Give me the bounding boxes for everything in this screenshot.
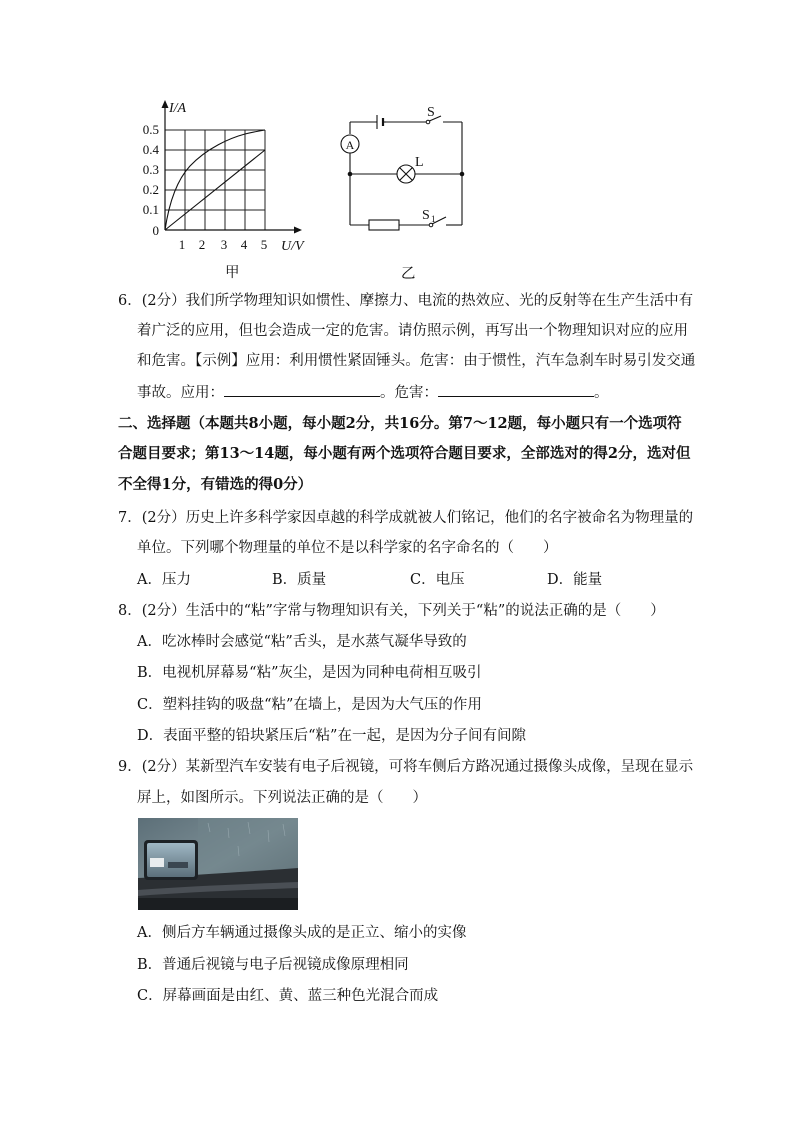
y-tick: 0.4 [142,142,159,157]
q7-option-d[interactable]: D．能量 [547,572,603,588]
q6-line-1: 6．(2分）我们所学物理知识如惯性、摩擦力、电流的热效应、光的反射等在生产生活中有 [118,293,694,309]
q7-option-b[interactable]: B．质量 [272,572,327,588]
q8-option-a[interactable]: A．吃冰棒时会感觉“粘”舌头，是水蒸气凝华导致的 [137,634,467,650]
q7-line-2: 单位。下列哪个物理量的单位不是以科学家的名字命名的（ ） [137,540,558,556]
x-tick: 2 [198,237,206,252]
switch-s-label: S [427,105,435,120]
q6-line-3: 和危害。【示例】应用：利用惯性紧固锤头。危害：由于惯性，汽车急刹车时易引发交通 [137,353,696,369]
section2-line-1: 二、选择题（本题共8小题，每小题2分，共16分。第7～12题，每小题只有一个选项符 [118,415,682,432]
q6-hazard-blank[interactable] [438,382,594,397]
y-axis-label: I/A [169,101,187,116]
section2-line-3: 不全得1分，有错选的得0分） [118,476,313,493]
q6-line-4 [137,382,609,403]
q9-option-a[interactable]: A．侧后方车辆通过摄像头成的是正立、缩小的实像 [137,925,467,941]
curve-nonlinear [165,130,265,230]
y-tick: 0.2 [142,182,159,197]
q8-option-c[interactable]: C．塑料挂钩的吸盘“粘”在墙上，是因为大气压的作用 [137,697,482,713]
q9-option-b[interactable]: B．普通后视镜与电子后视镜成像原理相同 [137,957,409,973]
q7-line-1: 7．(2分）历史上许多科学家因卓越的科学成就被人们铭记，他们的名字被命名为物理量的 [118,510,694,526]
q9-line-1: 9．(2分）某新型汽车安装有电子后视镜，可将车侧后方路况通过摄像头成像，呈现在显示 [118,759,694,775]
x-axis-label: U/V [281,239,304,253]
circuit-diagram [335,100,475,235]
iu-graph-figure [135,98,320,253]
electronic-mirror-photo [138,818,298,910]
y-tick: 0.5 [142,122,159,137]
switch-s1-label: S [422,208,430,223]
section2-line-2: 合题目要求；第13～14题，每小题有两个选项符合题目要求，全部选对的得2分，选对但 [118,445,691,462]
figure-jia-caption: 甲 [225,265,240,281]
q8-option-b[interactable]: B．电视机屏幕易“粘”灰尘，是因为同种电荷相互吸引 [137,665,482,681]
y-tick: 0.3 [142,162,159,177]
switch-s1-subscript: 1 [431,214,436,224]
ammeter-label: A [345,138,355,152]
x-tick: 1 [178,237,186,252]
q6-application-blank[interactable] [224,382,380,397]
figure-yi-caption: 乙 [401,266,416,282]
q9-line-2: 屏上，如图所示。下列说法正确的是（ ） [137,790,427,806]
q6-prefix: 事故。应用： [137,385,224,401]
x-tick: 5 [260,237,268,252]
y-tick: 0 [152,223,159,238]
lamp-label: L [415,155,424,170]
y-tick: 0.1 [142,202,159,217]
q8-option-d[interactable]: D．表面平整的铅块紧压后“粘”在一起，是因为分子间有间隙 [137,728,526,744]
q9-option-c[interactable]: C．屏幕画面是由红、黄、蓝三种色光混合而成 [137,988,439,1004]
q6-mid: 。危害： [380,385,438,401]
q7-option-a[interactable]: A．压力 [137,572,191,588]
q6-line-2: 着广泛的应用，但也会造成一定的危害。请仿照示例，再写出一个物理知识对应的应用 [137,323,688,339]
q7-option-c[interactable]: C．电压 [410,572,465,588]
q6-end: 。 [594,385,609,401]
q8-stem: 8．(2分）生活中的“粘”字常与物理知识有关，下列关于“粘”的说法正确的是（ ） [118,603,665,619]
x-tick: 3 [220,237,228,252]
x-tick: 4 [240,237,248,252]
